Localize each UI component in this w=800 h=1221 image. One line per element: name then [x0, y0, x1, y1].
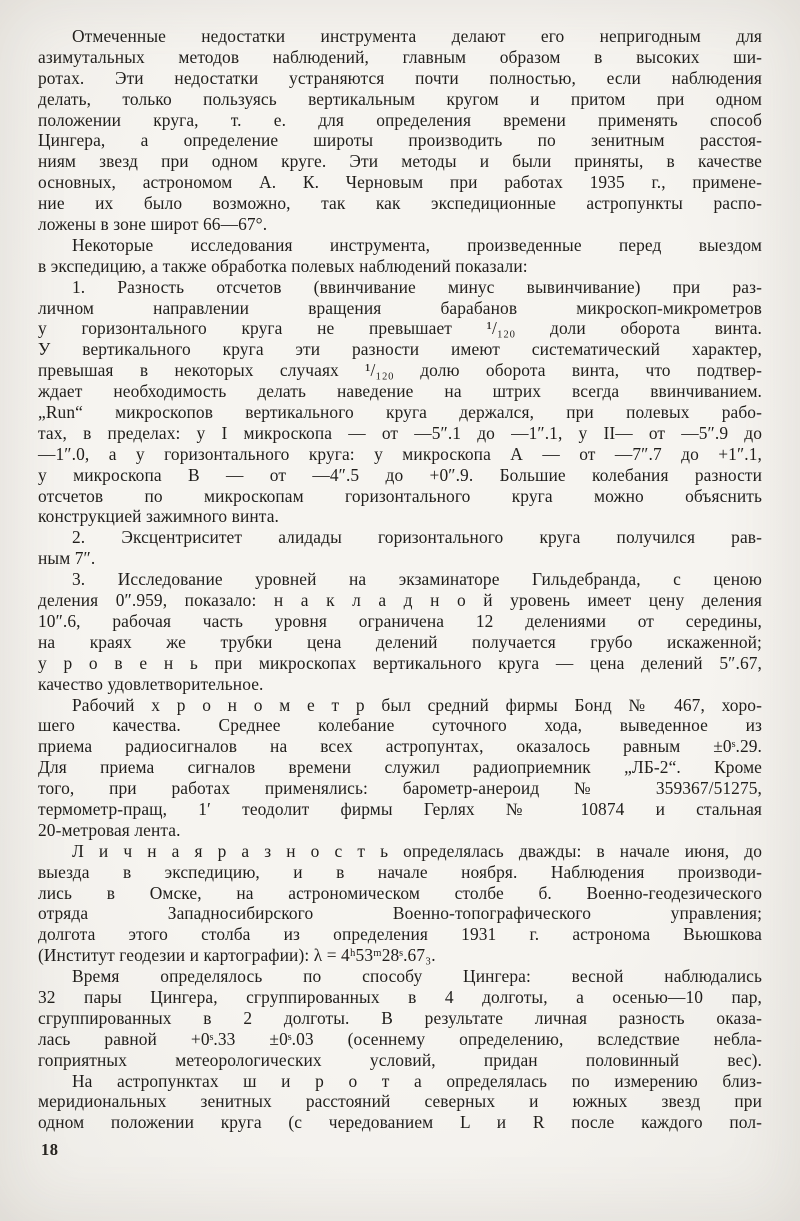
- text-line: (Институт геодезии и картографии): λ = 4ʰ53ᵐ28ˢ.67₃.: [38, 945, 436, 966]
- text-line: делать, только пользуясь вертикальным кругом и притом при одном: [38, 88, 762, 109]
- text-line: 32 пары Цингера, сгруппированных в 4 долготы, а осенью—10 пар,: [38, 986, 762, 1007]
- text-line: приема радиосигналов на всех астропунтах, оказалось равным ±0ˢ.29.: [38, 736, 762, 757]
- text-line: Отмеченные недостатки инструмента делают его непригодным для: [72, 26, 762, 46]
- text-line: долгота этого столба из определения 1931 г. астронома Вьюшкова: [38, 924, 762, 945]
- paragraph-instrument-defects: [38, 26, 762, 235]
- text-line: конструкцией зажимного винта.: [38, 506, 279, 527]
- text-line: Время определялось по способу Цингера: весной наблюдались: [72, 966, 762, 987]
- paragraph-item-3: [38, 569, 762, 694]
- text-line: На астропунктах ш и р о т а определялась по измерению близ-: [72, 1070, 762, 1091]
- text-line: 20-метровая лента.: [38, 819, 181, 840]
- text-line: Л и ч н а я р а з н о с т ь определялась дважды: в начале июня, до: [72, 840, 762, 861]
- text-line: в экспедицию, а также обработка полевых наблюдений показали:: [38, 255, 528, 276]
- paragraph-personal-equation: [38, 841, 762, 966]
- text-line: Некоторые исследования инструмента, произведенные перед выездом: [72, 234, 762, 255]
- text-line: основных, астрономом А. К. Черновым при работах 1935 г., примене-: [38, 172, 762, 193]
- text-line: 3. Исследование уровней на экзаминаторе Гильдебранда, с ценою: [72, 569, 762, 590]
- text-line: у горизонтального круга не превышает ¹/₁₂₀ доли оборота винта.: [38, 318, 762, 339]
- text-line: Цингера, а определение широты производить по зенитным расстоя-: [38, 130, 762, 151]
- text-line: гоприятных метеорологических условий, придан половинный вес).: [38, 1049, 762, 1070]
- text-line: отсчетов по микроскопам горизонтального круга можно объяснить: [38, 485, 762, 506]
- text-line: тах, в пределах: у I микроскопа — от —5″.1 до —1″.1, у II— от —5″.9 до: [38, 422, 762, 443]
- text-line: 1. Разность отсчетов (ввинчивание минус вывинчивание) при раз-: [72, 276, 762, 297]
- text-line: азимутальных методов наблюдений, главным образом в высоких ши-: [38, 46, 762, 67]
- text-block: [38, 26, 762, 1133]
- paragraph-time-determination: [38, 966, 762, 1070]
- paragraph-item-1: [38, 277, 762, 528]
- text-line: отряда Западносибирского Военно-топографического управления;: [38, 903, 762, 924]
- text-line: ным 7″.: [38, 548, 96, 569]
- paragraph-item-2: [38, 527, 762, 569]
- text-line: ние их было возможно, так как экспедиционные астропункты распо-: [38, 193, 762, 214]
- text-line: Рабочий х р о н о м е т р был средний фирмы Бонд № 467, хоро-: [72, 694, 762, 715]
- text-line: термометр-пращ, 1′ теодолит фирмы Герлях № 10874 и стальная: [38, 798, 762, 819]
- text-line: ротах. Эти недостатки устраняются почти полностью, если наблюдения: [38, 67, 762, 88]
- text-line: выезда в экспедицию, и в начале ноября. Наблюдения производи-: [38, 861, 762, 882]
- text-line: сгруппированных в 2 долготы. В результате личная разность оказа-: [38, 1007, 762, 1028]
- text-line: личном направлении вращения барабанов микроскоп-микрометров: [38, 297, 762, 318]
- text-line: одном положении круга (с чередованием L и R после каждого пол-: [38, 1112, 762, 1133]
- text-line: у микроскопа В — от —4″.5 до +0″.9. Большие колебания разности: [38, 464, 762, 485]
- text-line: 10″.6, рабочая часть уровня ограничена 12 делениями от середины,: [38, 610, 762, 631]
- text-line: качество удовлетворительное.: [38, 673, 264, 694]
- text-line: ждает необходимость делать наведение на штрих всегда ввинчиванием.: [38, 381, 762, 402]
- text-line: деления 0″.959, показало: н а к л а д н о й уровень имеет цену деления: [38, 590, 762, 611]
- text-line: на краях же трубки цена делений получается грубо искаженной;: [38, 631, 762, 652]
- text-line: того, при работах применялись: барометр-анероид № 359367/51275,: [38, 778, 762, 799]
- text-line: ниям звезд при одном круге. Эти методы и были приняты, в качестве: [38, 151, 762, 172]
- text-line: ложены в зоне широт 66—67°.: [38, 214, 268, 235]
- text-line: лись в Омске, на астрономическом столбе б. Военно-геодезического: [38, 882, 762, 903]
- text-line: —1″.0, а у горизонтального круга: у микроскопа А — от —7″.7 до +1″.1,: [38, 443, 762, 464]
- text-line: превышая в некоторых случаях ¹/₁₂₀ долю оборота винта, что подтвер-: [38, 360, 762, 381]
- text-line: У вертикального круга эти разности имеют систематический характер,: [38, 339, 762, 360]
- text-line: „Run“ микроскопов вертикального круга держался, при полевых рабо-: [38, 402, 762, 423]
- text-line: Для приема сигналов времени служил радиоприемник „ЛБ-2“. Кроме: [38, 757, 762, 778]
- text-line: меридиональных зенитных расстояний северных и южных звезд при: [38, 1091, 762, 1112]
- page-number: 18: [41, 1140, 59, 1159]
- paragraph-chronometer: [38, 695, 762, 841]
- paragraph-latitude-determination: [38, 1071, 762, 1134]
- text-line: у р о в е н ь при микроскопах вертикального круга — цена делений 5″.67,: [38, 652, 762, 673]
- text-line: лась равной +0ˢ.33 ±0ˢ.03 (осеннему определению, вследствие небла-: [38, 1028, 762, 1049]
- text-line: 2. Эксцентриситет алидады горизонтального круга получился рав-: [72, 527, 762, 548]
- paragraph-investigations-intro: [38, 235, 762, 277]
- text-line: шего качества. Среднее колебание суточного хода, выведенное из: [38, 715, 762, 736]
- text-line: положении круга, т. е. для определения времени применять способ: [38, 109, 762, 130]
